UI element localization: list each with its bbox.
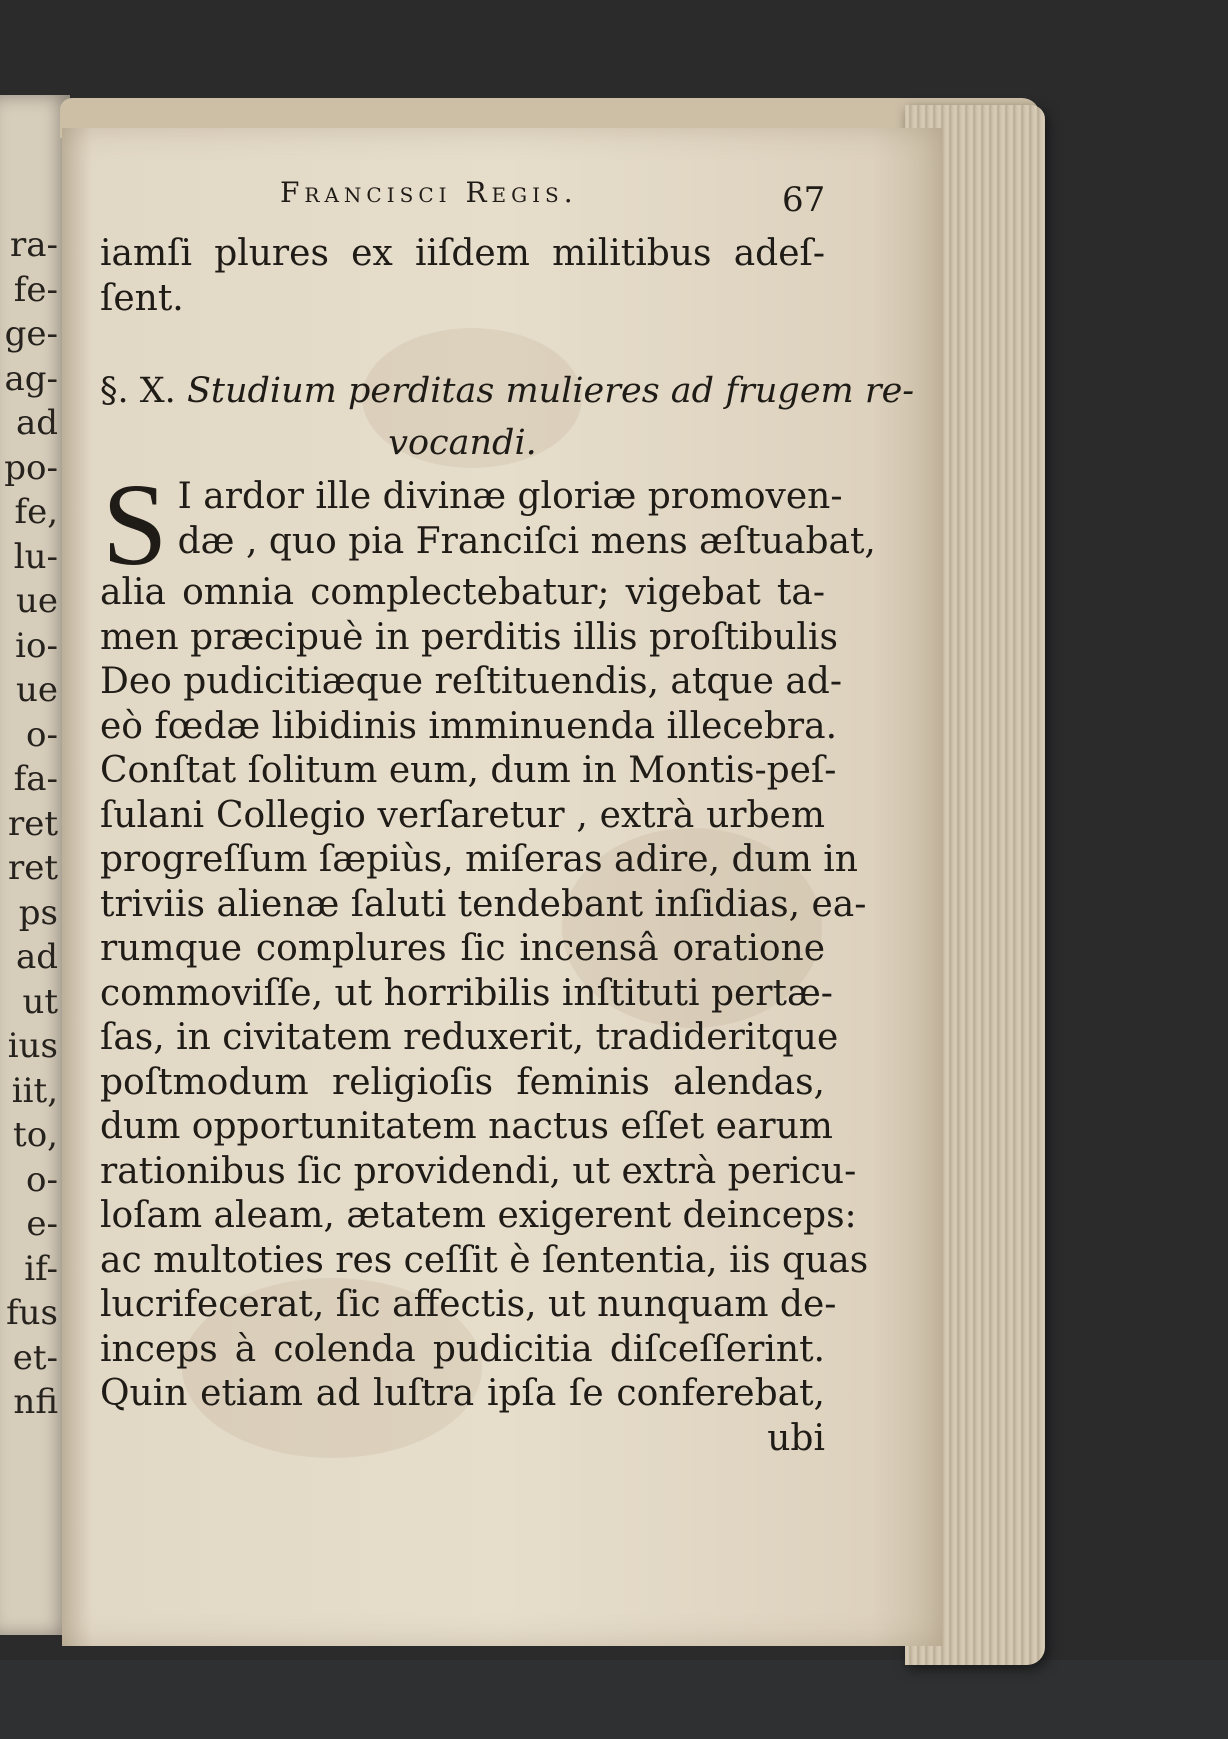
text-line: dæ , quo pia Franciſci mens æſtuabat, — [177, 520, 876, 562]
facing-page-fragment: fe- — [13, 269, 58, 310]
continuation-line: ſent. — [100, 277, 184, 319]
catchword: ubi — [767, 1417, 825, 1459]
continuation-line: iamſi plures ex iiſdem militibus adeſ- — [100, 233, 825, 274]
facing-page-fragment: ad — [15, 937, 58, 977]
section-heading — [100, 365, 915, 417]
facing-page-fragment: ge- — [4, 314, 58, 354]
facing-page-fragment: ret — [7, 803, 58, 844]
text-line: commoviſſe, ut horribilis inſtituti pertæ- — [100, 972, 833, 1014]
facing-page-fragment: ue — [15, 581, 58, 621]
facing-page-fragment: po- — [4, 447, 58, 488]
facing-page-fragment: ius — [7, 1026, 58, 1066]
facing-page-fragment: io- — [15, 625, 58, 666]
facing-page-fragment: ret — [7, 848, 58, 888]
text-line: progreſſum ſæpiùs, miſeras adire, dum in — [100, 839, 858, 880]
text-line: men præcipuè in perditis illis proſtibulis — [100, 616, 838, 658]
text-line: inceps à colenda pudicitia diſceſſerint. — [100, 1328, 825, 1370]
facing-page-fragment: e- — [26, 1204, 58, 1244]
text-line: dum opportunitatem nactus eſſet earum — [100, 1106, 833, 1147]
facing-page-fragment: ue — [15, 670, 58, 710]
text-line: triviis alienæ ſaluti tendebant inſidias, ea- — [100, 883, 867, 925]
paragraph — [100, 459, 876, 1461]
facing-page-fragment: fus — [6, 1293, 58, 1333]
facing-page-fragment: to, — [13, 1115, 58, 1155]
text-line: rationibus ſic providendi, ut extrà pericu- — [100, 1150, 857, 1192]
text-line: I ardor ille divinæ gloriæ promoven- — [177, 476, 843, 517]
text-line: eò fœdæ libidinis imminuenda illecebra. — [100, 705, 838, 747]
section-title-line: Studium perditas mulieres ad frugem re- — [186, 371, 915, 411]
facing-page-fragment: fe, — [14, 492, 58, 532]
text-line: rumque complures ſic incensâ oratione — [100, 928, 825, 969]
facing-page-edge — [0, 95, 70, 1635]
text-line: Quin etiam ad luſtra ipſa ſe conferebat, — [100, 1373, 825, 1414]
text-line: Deo pudicitiæque reſtituendis, atque ad- — [100, 661, 843, 702]
text-line: poſtmodum religioſis feminis alendas, — [100, 1061, 825, 1103]
text-line: Conſtat ſolitum eum, dum in Montis-peſ- — [100, 750, 837, 791]
facing-page-fragment: ps — [18, 892, 58, 933]
background — [0, 1660, 1228, 1739]
text-line: ſulani Collegio verſaretur , extrà urbem — [100, 794, 825, 836]
running-title: Francisci Regis. — [280, 176, 578, 209]
facing-page-fragment: if- — [24, 1248, 58, 1289]
facing-page-fragment: o- — [26, 1159, 58, 1200]
section-title-line: vocandi. — [388, 423, 537, 463]
facing-page-fragment: lu- — [13, 536, 58, 577]
facing-page-fragment: ut — [22, 981, 58, 1022]
text-line: ſas, in civitatem reduxerit, tradideritque — [100, 1017, 839, 1058]
drop-cap: S — [102, 459, 168, 590]
facing-page-fragment: iit, — [11, 1070, 58, 1111]
facing-page-fragment: et- — [12, 1337, 58, 1378]
facing-page-fragment: o- — [26, 714, 58, 755]
page-text — [100, 232, 915, 1461]
text-line: ac multoties res ceſſit è ſententia, iis quas — [100, 1239, 869, 1281]
facing-page-fragment: ag- — [4, 358, 58, 399]
section-number: §. X. — [100, 371, 176, 411]
page-number: 67 — [782, 180, 826, 220]
facing-page-fragment: fa- — [13, 759, 58, 799]
facing-page-fragment: ad — [15, 403, 58, 443]
text-line: loſam aleam, ætatem exigerent deinceps: — [100, 1195, 857, 1236]
text-line: alia omnia complectebatur; vigebat ta- — [100, 572, 825, 613]
facing-page-fragment: ra- — [9, 225, 58, 265]
facing-page-fragment: nfi — [13, 1382, 58, 1422]
text-line: lucrifecerat, ſic affectis, ut nunquam de- — [100, 1284, 837, 1325]
